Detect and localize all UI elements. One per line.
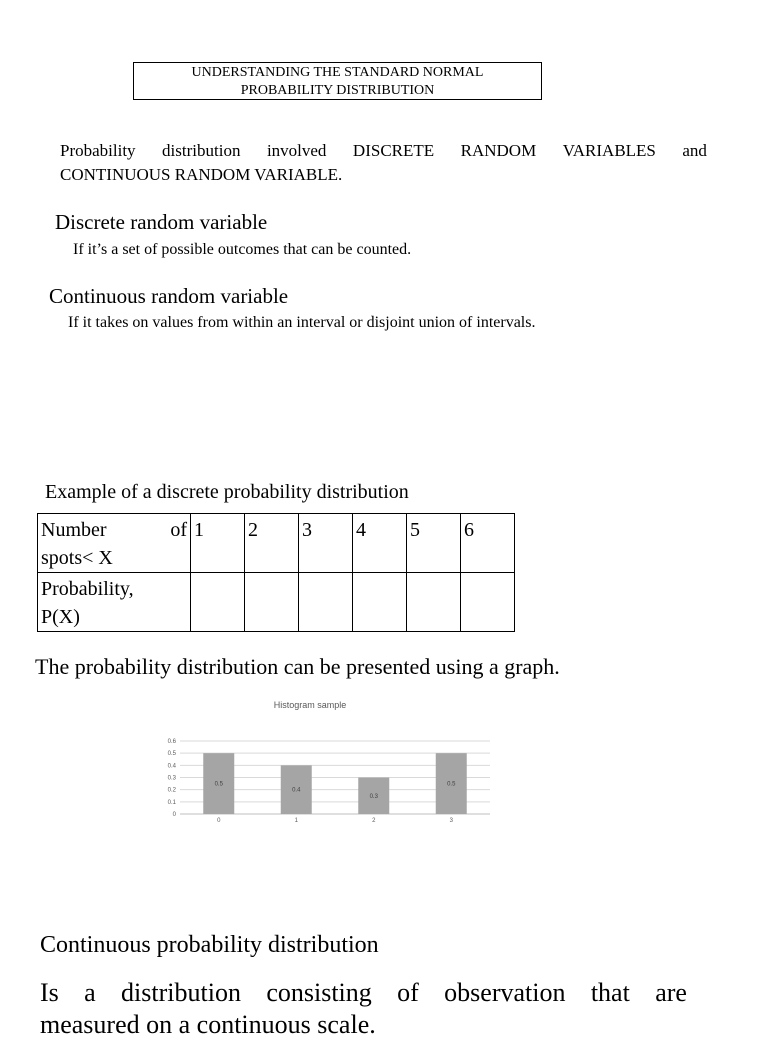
title-box (133, 62, 542, 100)
table-cell: 3 (299, 514, 353, 573)
paragraph-word: of (397, 978, 419, 1007)
y-tick-label: 0.2 (167, 787, 176, 794)
label-line: P(X) (41, 606, 80, 628)
continuous-heading: Continuous random variable (49, 284, 289, 308)
paragraph-word: observation (444, 978, 566, 1007)
table-cell-empty (245, 573, 299, 632)
intro-word: and (682, 141, 707, 160)
table-cell-label (38, 573, 191, 632)
intro-word: Probability (60, 141, 136, 160)
paragraph-word: that (590, 978, 630, 1007)
table-cell: 4 (353, 514, 407, 573)
intro-word: distribution (162, 141, 241, 160)
table-cell: 6 (461, 514, 515, 573)
table-cell-label (38, 514, 191, 573)
y-tick-label: 0.5 (167, 751, 176, 758)
histogram-chart (150, 694, 510, 829)
histogram-svg (150, 694, 510, 829)
intro-paragraph (60, 139, 707, 187)
title-line-2: PROBABILITY DISTRIBUTION (240, 83, 435, 98)
intro-word: involved (266, 141, 327, 160)
table-cell-empty (299, 573, 353, 632)
paragraph-word: Is (40, 978, 59, 1007)
x-tick-label: 1 (294, 818, 298, 824)
chart-title: Histogram sample (273, 700, 347, 710)
label-line: spots< X (41, 547, 113, 569)
bar-data-label: 0.5 (447, 781, 456, 788)
label-line: Probability, (41, 578, 134, 600)
paragraph-line (40, 976, 687, 1010)
table-cell-empty (407, 573, 461, 632)
paragraph-word: a (84, 978, 96, 1007)
table-cell: 5 (407, 514, 461, 573)
continuous-distribution-paragraph (40, 976, 687, 1010)
bar-data-label: 0.3 (369, 793, 378, 800)
table-cell: 1 (191, 514, 245, 573)
bar-data-label: 0.5 (214, 781, 223, 788)
example-heading: Example of a discrete probability distribution (45, 481, 409, 503)
paragraph-cut-line: measured on a continuous scale. (40, 1010, 376, 1039)
label-word: of (170, 519, 187, 541)
y-tick-label: 0 (172, 812, 176, 818)
label-word: Number (41, 519, 107, 541)
title-line-1: UNDERSTANDING THE STANDARD NORMAL (191, 65, 484, 80)
x-tick-label: 2 (372, 818, 376, 824)
intro-word: VARIABLES (562, 141, 656, 160)
y-tick-label: 0.3 (167, 775, 176, 782)
paragraph-word: distribution (121, 978, 241, 1007)
intro-word: RANDOM (460, 141, 537, 160)
continuous-distribution-heading: Continuous probability distribution (40, 932, 379, 958)
table-cell-empty (353, 573, 407, 632)
distribution-table (37, 513, 515, 632)
intro-word: DISCRETE (352, 141, 435, 160)
table-cell: 2 (245, 514, 299, 573)
table-cell-empty (191, 573, 245, 632)
y-tick-label: 0.1 (167, 799, 176, 806)
intro-line-2: CONTINUOUS RANDOM VARIABLE. (60, 165, 343, 184)
x-tick-label: 3 (449, 818, 453, 824)
graph-sentence: The probability distribution can be presented using a graph. (35, 654, 560, 679)
y-tick-label: 0.6 (167, 739, 176, 745)
bar-data-label: 0.4 (292, 787, 301, 794)
intro-line-1 (60, 139, 707, 163)
table-cell-empty (461, 573, 515, 632)
table-row (38, 573, 515, 632)
discrete-definition: If it’s a set of possible outcomes that can be counted. (73, 241, 412, 258)
y-tick-label: 0.4 (167, 763, 176, 770)
x-tick-label: 0 (217, 818, 221, 824)
table-row (38, 514, 515, 573)
label-line (41, 516, 187, 544)
paragraph-word: are (655, 978, 687, 1007)
continuous-definition: If it takes on values from within an interval or disjoint union of intervals. (68, 314, 536, 331)
paragraph-word: consisting (266, 978, 372, 1007)
discrete-heading: Discrete random variable (55, 210, 268, 234)
